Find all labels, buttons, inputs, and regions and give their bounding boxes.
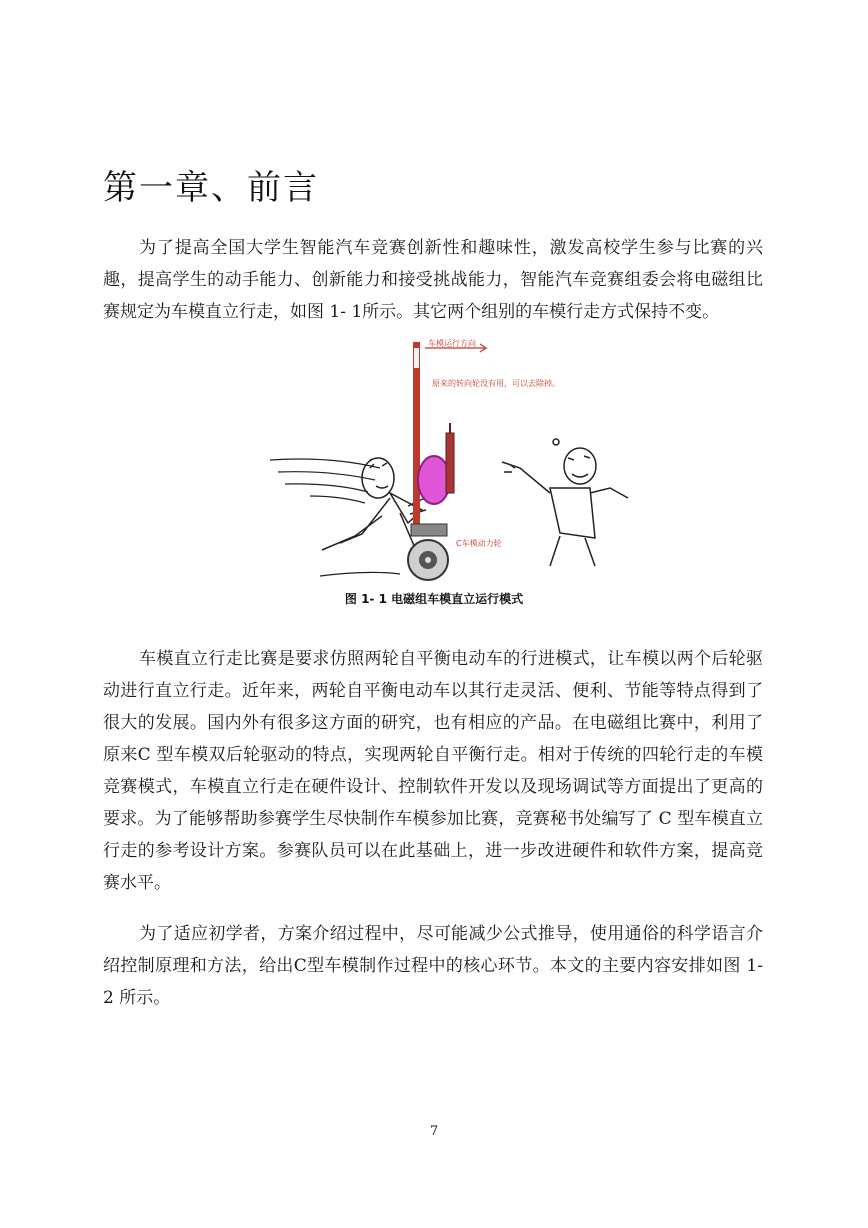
paragraph-intro: 为了提高全国大学生智能汽车竞赛创新性和趣味性，激发高校学生参与比赛的兴趣，提高学生的动手能力、创新能力和接受挑战能力，智能汽车竞赛组委会将电磁组比赛规定为车模直立行走，如图 1- 1所示。其它两个组别的车模行走方式保持不变。 (103, 238, 763, 322)
paragraph-upright-race: 车模直立行走比赛是要求仿照两轮自平衡电动车的行进模式，让车模以两个后轮驱动进行直立行走。近年来，两轮自平衡电动车以其行走灵活、便利、节能等特点得到了很大的发展。国内外有很多这方面的研究，也有相应的产品。在电磁组比赛中，利用了原来C 型车模双后轮驱动的特点，实现两轮自平衡行走。相对于传统的四轮行走的车模竞赛模式，车模直立行走在硬件设计、控制软件开发以及现场调试等方面提出了更高的要求。为了能够帮助参赛学生尽快制作车模参加比赛，竞赛秘书处编写了 C 型车模直立行走的参考设计方案。参赛队员可以在此基础上，进一步改进硬件和软件方案，提高竞赛水平。 (103, 649, 763, 893)
chapter-title: 第一章、前言 (103, 168, 319, 208)
page-number: 7 (429, 1124, 439, 1139)
spectator-figure (502, 439, 628, 566)
paragraph-beginners: 为了适应初学者，方案介绍过程中，尽可能减少公式推导，使用通俗的科学语言介绍控制原理和方法，给出C型车模制作过程中的核心环节。本文的主要内容安排如图 1- 2 所示。 (103, 924, 763, 1008)
direction-label: 车模运行方向 (428, 339, 476, 348)
car-model (408, 342, 454, 580)
figure-illustration (250, 338, 640, 590)
drive-wheel-note: C车模动力轮 (456, 539, 502, 548)
steering-note: 原来的转向轮没有用，可以去除掉。 (432, 379, 560, 388)
figure-caption: 图 1- 1 电磁组车模直立运行模式 (344, 592, 524, 606)
figure-1-1 (250, 338, 640, 590)
